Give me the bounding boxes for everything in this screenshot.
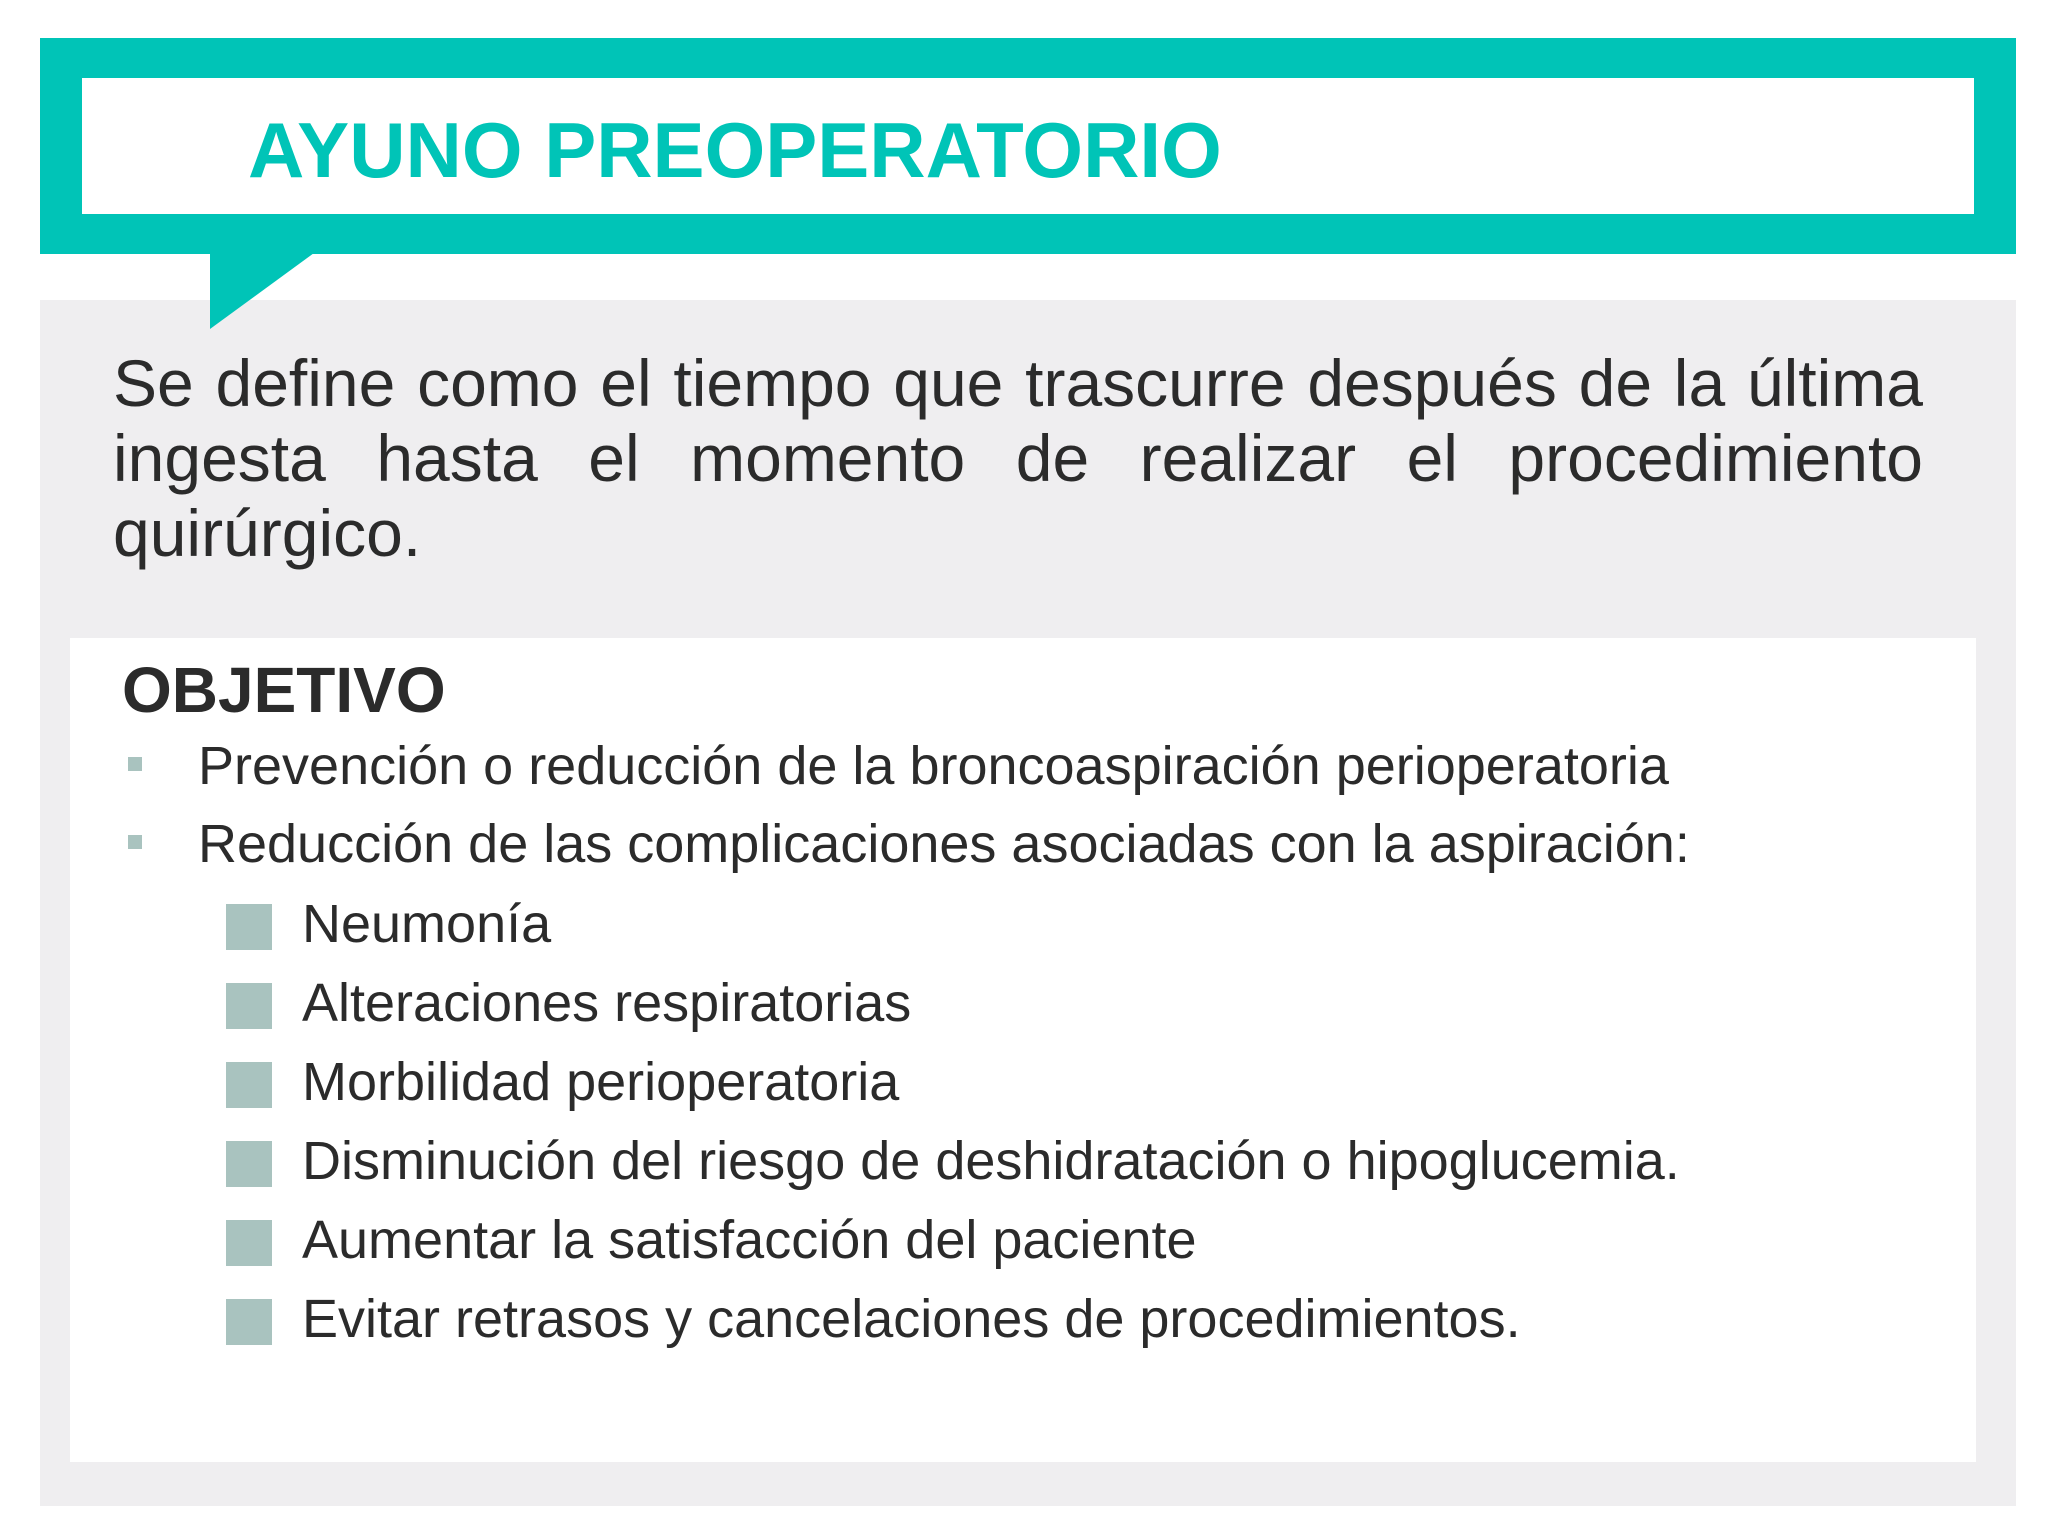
square-bullet-icon	[226, 1062, 272, 1108]
list-item-text: Prevención o reducción de la broncoaspiración perioperatoria	[198, 736, 1669, 796]
objective-box	[70, 638, 1976, 1462]
list-item-text: Reducción de las complicaciones asociadas con la aspiración:	[198, 814, 1690, 874]
sub-list-item-text: Morbilidad perioperatoria	[302, 1052, 900, 1112]
square-bullet-icon	[226, 983, 272, 1029]
square-bullet-icon	[226, 1141, 272, 1187]
sub-list-item-text: Aumentar la satisfacción del paciente	[302, 1210, 1197, 1270]
sub-list-item	[70, 1283, 1950, 1355]
speech-bubble-tail	[210, 253, 314, 329]
sub-list-item	[70, 967, 1950, 1039]
sub-list-item	[70, 1125, 1950, 1197]
list-item	[70, 808, 1950, 880]
page-title: AYUNO PREOPERATORIO	[248, 106, 1222, 194]
square-bullet-icon	[226, 1299, 272, 1345]
sub-list-item	[70, 1046, 1950, 1118]
title-banner	[40, 38, 2016, 254]
definition-text: Se define como el tiempo que trascurre después de la última ingesta hasta el momento de realizar el procedimiento quirúrgico.	[113, 346, 1923, 570]
sub-list-item-text: Evitar retrasos y cancelaciones de procedimientos.	[302, 1289, 1521, 1349]
sub-list-item-text: Alteraciones respiratorias	[302, 973, 912, 1033]
list-item	[70, 730, 1950, 802]
title-inner-box	[82, 78, 1974, 214]
square-bullet-icon	[128, 757, 142, 771]
sub-list-item	[70, 888, 1950, 960]
sub-list-item	[70, 1204, 1950, 1276]
square-bullet-icon	[226, 1220, 272, 1266]
sub-list-item-text: Neumonía	[302, 894, 552, 954]
objective-heading: OBJETIVO	[122, 654, 446, 726]
square-bullet-icon	[128, 835, 142, 849]
square-bullet-icon	[226, 904, 272, 950]
sub-list-item-text: Disminución del riesgo de deshidratación o hipoglucemia.	[302, 1131, 1680, 1191]
